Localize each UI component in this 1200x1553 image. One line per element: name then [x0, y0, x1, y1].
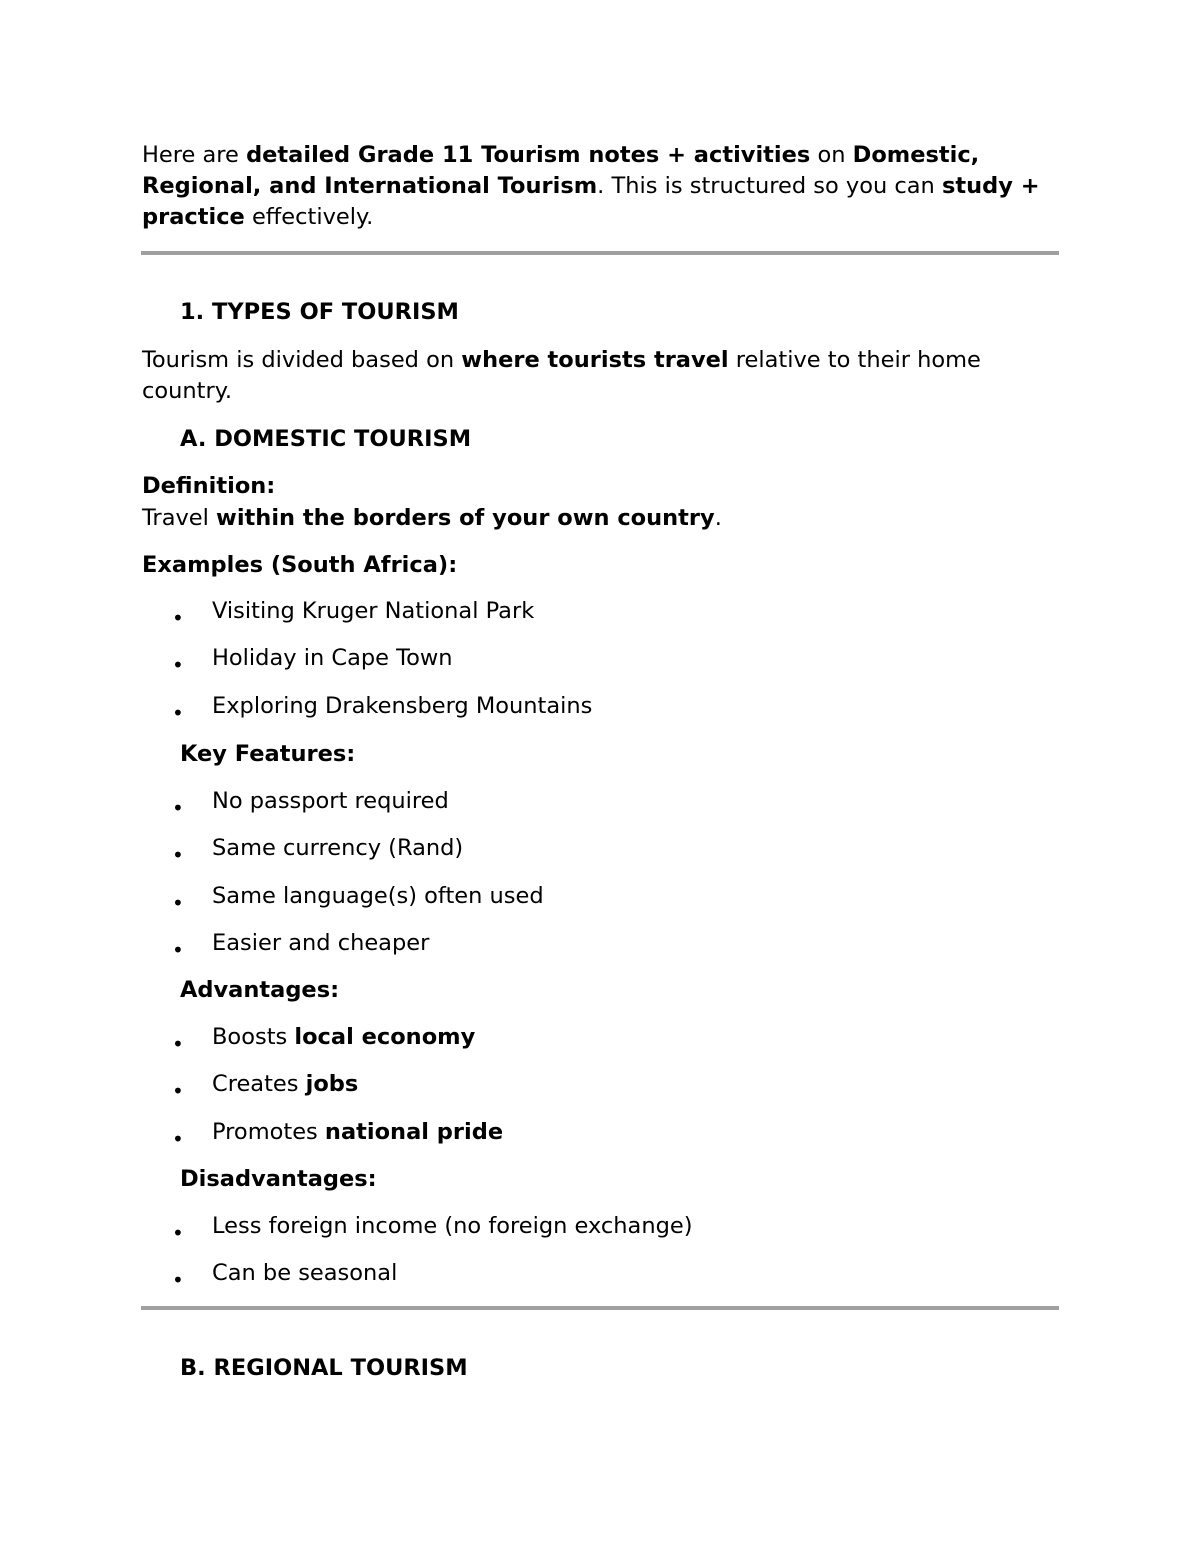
list-item-text: Holiday in Cape Town	[212, 645, 453, 672]
definition-text-1: Travel	[142, 505, 217, 531]
bullet-icon: •	[172, 653, 184, 678]
bullet-icon: •	[172, 937, 184, 962]
list-item-text: Easier and cheaper	[212, 929, 430, 956]
intro-text-3: . This is structured so you can	[597, 173, 942, 199]
list-item	[142, 1258, 1042, 1305]
horizontal-rule	[141, 251, 1059, 255]
intro-paragraph	[142, 140, 1060, 233]
horizontal-rule	[141, 1306, 1059, 1310]
list-item-text: No passport required	[212, 788, 449, 814]
key-features-label: Key Features:	[180, 741, 356, 767]
bullet-icon: •	[172, 1268, 184, 1293]
list-item	[142, 1022, 1042, 1069]
list-item-text: Can be seasonal	[212, 1260, 398, 1287]
bullet-icon: •	[172, 1126, 184, 1151]
list-item-bold: local economy	[294, 1024, 476, 1050]
examples-label: Examples (South Africa):	[142, 552, 458, 578]
intro-text-4: effectively.	[244, 204, 374, 230]
list-item-bold: jobs	[305, 1071, 359, 1098]
bullet-icon: •	[172, 1032, 184, 1056]
section-intro-paragraph	[142, 345, 1060, 407]
examples-list	[142, 596, 1042, 738]
list-item	[142, 1211, 1042, 1258]
advantages-list	[142, 1022, 1042, 1164]
list-item	[142, 881, 1042, 928]
bullet-icon: •	[172, 796, 184, 820]
list-item-plain: Promotes	[212, 1118, 325, 1145]
intro-bold-2: Domestic, Regional, and International Tourism	[142, 142, 980, 199]
list-item	[142, 691, 1042, 738]
list-item-text: Same language(s) often used	[212, 882, 544, 909]
bullet-icon: •	[172, 890, 184, 915]
section-intro-text-1: Tourism is divided based on	[142, 347, 462, 373]
disadvantages-label: Disadvantages:	[180, 1166, 377, 1192]
list-item-text: Less foreign income (no foreign exchange)	[212, 1213, 693, 1239]
list-item-plain: Boosts	[212, 1024, 295, 1050]
features-list	[142, 786, 1042, 975]
list-item-text	[212, 1117, 503, 1148]
definition-bold: within the borders of your own country	[216, 505, 715, 531]
bullet-icon: •	[172, 606, 184, 630]
list-item	[142, 596, 1042, 643]
intro-text-2: on	[810, 142, 853, 168]
list-item	[142, 928, 1042, 975]
definition-text	[142, 503, 1060, 534]
list-item-text: Exploring Drakensberg Mountains	[212, 692, 593, 719]
list-item	[142, 1117, 1042, 1164]
list-item-text: Visiting Kruger National Park	[212, 598, 535, 624]
list-item-plain: Creates	[212, 1071, 306, 1098]
subheading-domestic: A. DOMESTIC TOURISM	[180, 426, 472, 452]
section-intro-text-2: relative to their home country.	[142, 347, 981, 404]
intro-bold-1: detailed Grade 11 Tourism notes + activities	[246, 142, 811, 168]
bullet-icon: •	[172, 1079, 184, 1104]
bullet-icon: •	[172, 1221, 184, 1245]
disadvantages-list	[142, 1211, 1042, 1306]
subheading-regional: B. REGIONAL TOURISM	[180, 1355, 468, 1381]
list-item-text	[212, 1069, 358, 1100]
definition-text-2: .	[714, 505, 722, 531]
list-item	[142, 643, 1042, 690]
list-item-bold: national pride	[324, 1118, 504, 1145]
section-intro-bold: where tourists travel	[461, 347, 729, 373]
list-item-text	[212, 1022, 475, 1053]
list-item	[142, 786, 1042, 833]
intro-text-1: Here are	[142, 142, 247, 168]
list-item	[142, 833, 1042, 880]
list-item	[142, 1069, 1042, 1116]
bullet-icon: •	[172, 843, 184, 868]
intro-bold-3: study + practice	[142, 173, 1040, 230]
bullet-icon: •	[172, 700, 184, 725]
definition-label: Definition:	[142, 473, 276, 499]
list-item-text: Same currency (Rand)	[212, 835, 464, 862]
advantages-label: Advantages:	[180, 977, 340, 1003]
section-heading-types: 1. TYPES OF TOURISM	[180, 299, 459, 325]
